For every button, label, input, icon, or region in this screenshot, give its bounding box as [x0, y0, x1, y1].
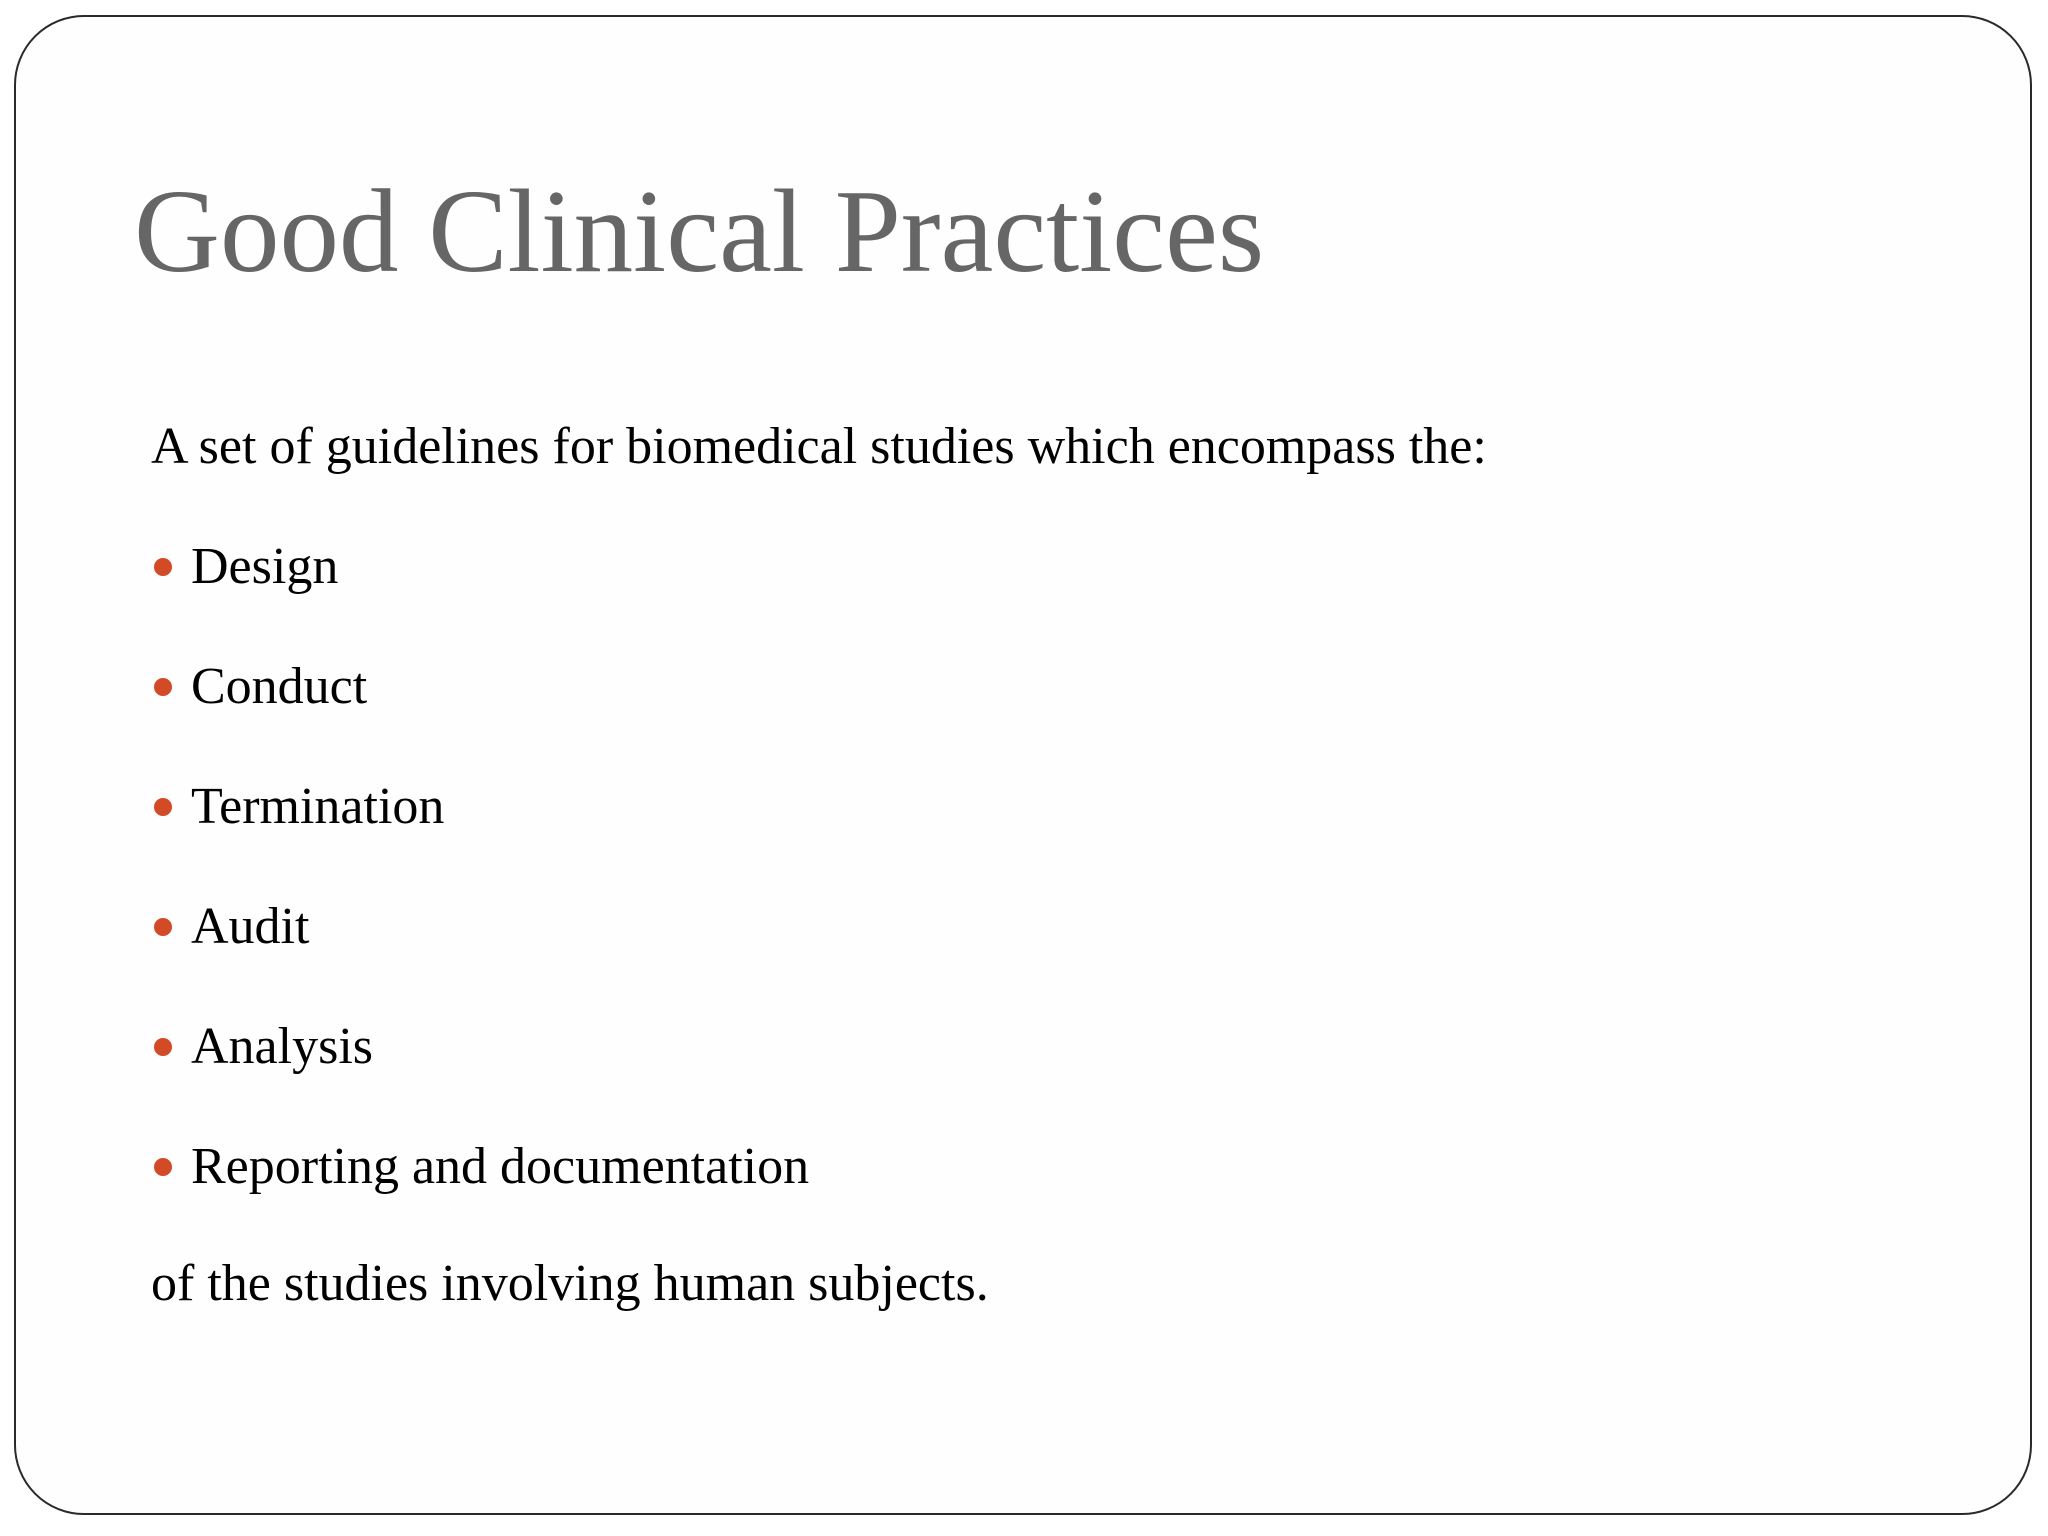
bullet-item-audit — [151, 898, 809, 955]
bullet-item-conduct — [151, 658, 809, 715]
bullet-item-analysis — [151, 1018, 809, 1075]
bullet-dot-icon — [154, 558, 172, 576]
bullet-label: Design — [191, 538, 339, 595]
slide — [14, 15, 2032, 1515]
bullet-label: Reporting and documentation — [191, 1138, 810, 1195]
bullet-item-termination — [151, 778, 809, 835]
bullet-list — [151, 538, 810, 1261]
bullet-dot-icon — [154, 798, 172, 816]
bullet-label: Termination — [191, 778, 445, 835]
intro-text: A set of guidelines for biomedical studies which encompass the: — [151, 418, 1487, 475]
bullet-label: Audit — [191, 898, 310, 955]
bullet-item-design — [151, 538, 809, 595]
bullet-dot-icon — [154, 678, 172, 696]
bullet-dot-icon — [154, 1038, 172, 1056]
bullet-dot-icon — [154, 1158, 172, 1176]
bullet-label: Analysis — [191, 1018, 373, 1075]
bullet-item-reporting — [151, 1138, 810, 1195]
outro-text: of the studies involving human subjects. — [151, 1255, 989, 1312]
bullet-dot-icon — [154, 918, 172, 936]
slide-title: Good Clinical Practices — [134, 165, 1265, 297]
bullet-label: Conduct — [191, 658, 368, 715]
